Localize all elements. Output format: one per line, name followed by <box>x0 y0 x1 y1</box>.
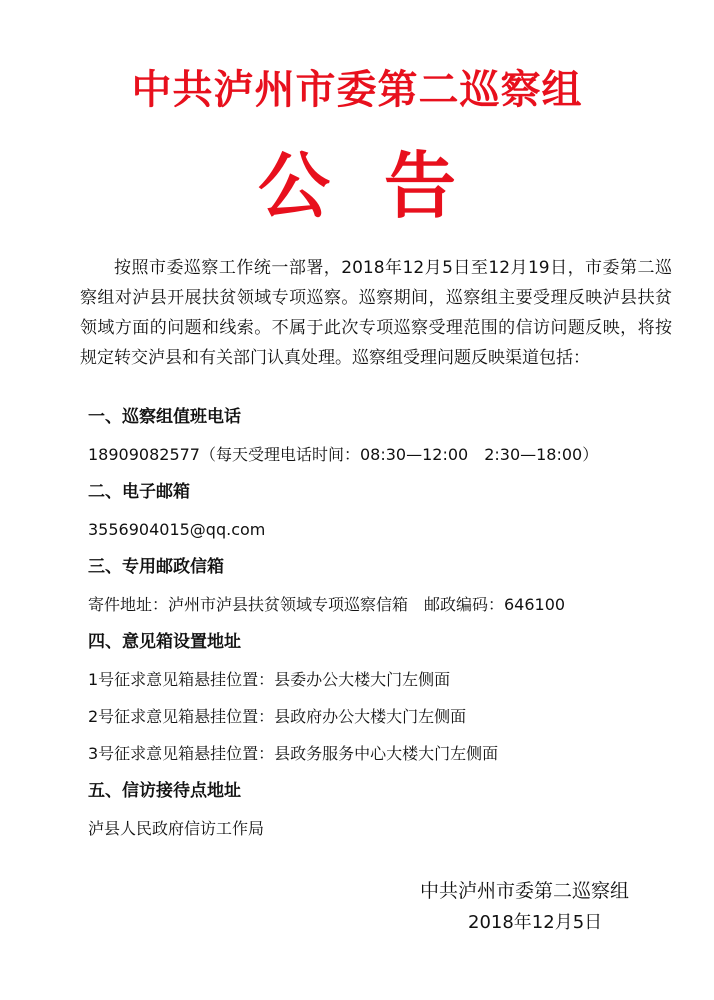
issuing-organization-title: 中共泸州市委第二巡察组 <box>131 67 583 113</box>
document-type-title: 公告 <box>257 144 510 228</box>
intro-paragraph: 按照市委巡察工作统一部署，2018年12月5日至12月19日，市委第二巡察组对泸县开展扶贫领域专项巡察。巡察期间，巡察组主要受理反映泸县扶贫领域方面的问题和线索。不属于此次专项巡察受理范围的信访问题反映，将按规定转交泸县和有关部门认真处理。巡察组受理问题反映渠道包括： <box>80 258 672 368</box>
section-heading-mailbox: 三、专用邮政信箱 <box>88 557 224 577</box>
section-heading-email: 二、电子邮箱 <box>88 482 190 502</box>
signature-block <box>420 875 680 939</box>
reception-office-text: 泸县人民政府信访工作局 <box>88 819 265 838</box>
suggestion-box-3-text: 3号征求意见箱悬挂位置：县政务服务中心大楼大门左侧面 <box>88 744 499 763</box>
signature-date: 2018年12月5日 <box>468 912 603 933</box>
section-heading-phone: 一、巡察组值班电话 <box>88 407 241 427</box>
suggestion-box-1-text: 1号征求意见箱悬挂位置：县委办公大楼大门左侧面 <box>88 670 451 689</box>
signature-organization: 中共泸州市委第二巡察组 <box>420 880 630 902</box>
duty-phone-text: 18909082577（每天受理电话时间：08:30—12:00 2:30—18:00） <box>88 445 599 464</box>
section-heading-reception: 五、信访接待点地址 <box>88 781 241 801</box>
mailing-address-text: 寄件地址：泸州市泸县扶贫领域专项巡察信箱 邮政编码：646100 <box>88 595 566 614</box>
section-heading-suggestion-boxes: 四、意见箱设置地址 <box>88 632 241 652</box>
suggestion-box-2-text: 2号征求意见箱悬挂位置：县政府办公大楼大门左侧面 <box>88 707 467 726</box>
reporting-channels <box>88 398 688 847</box>
email-address-text: 3556904015@qq.com <box>88 520 266 539</box>
